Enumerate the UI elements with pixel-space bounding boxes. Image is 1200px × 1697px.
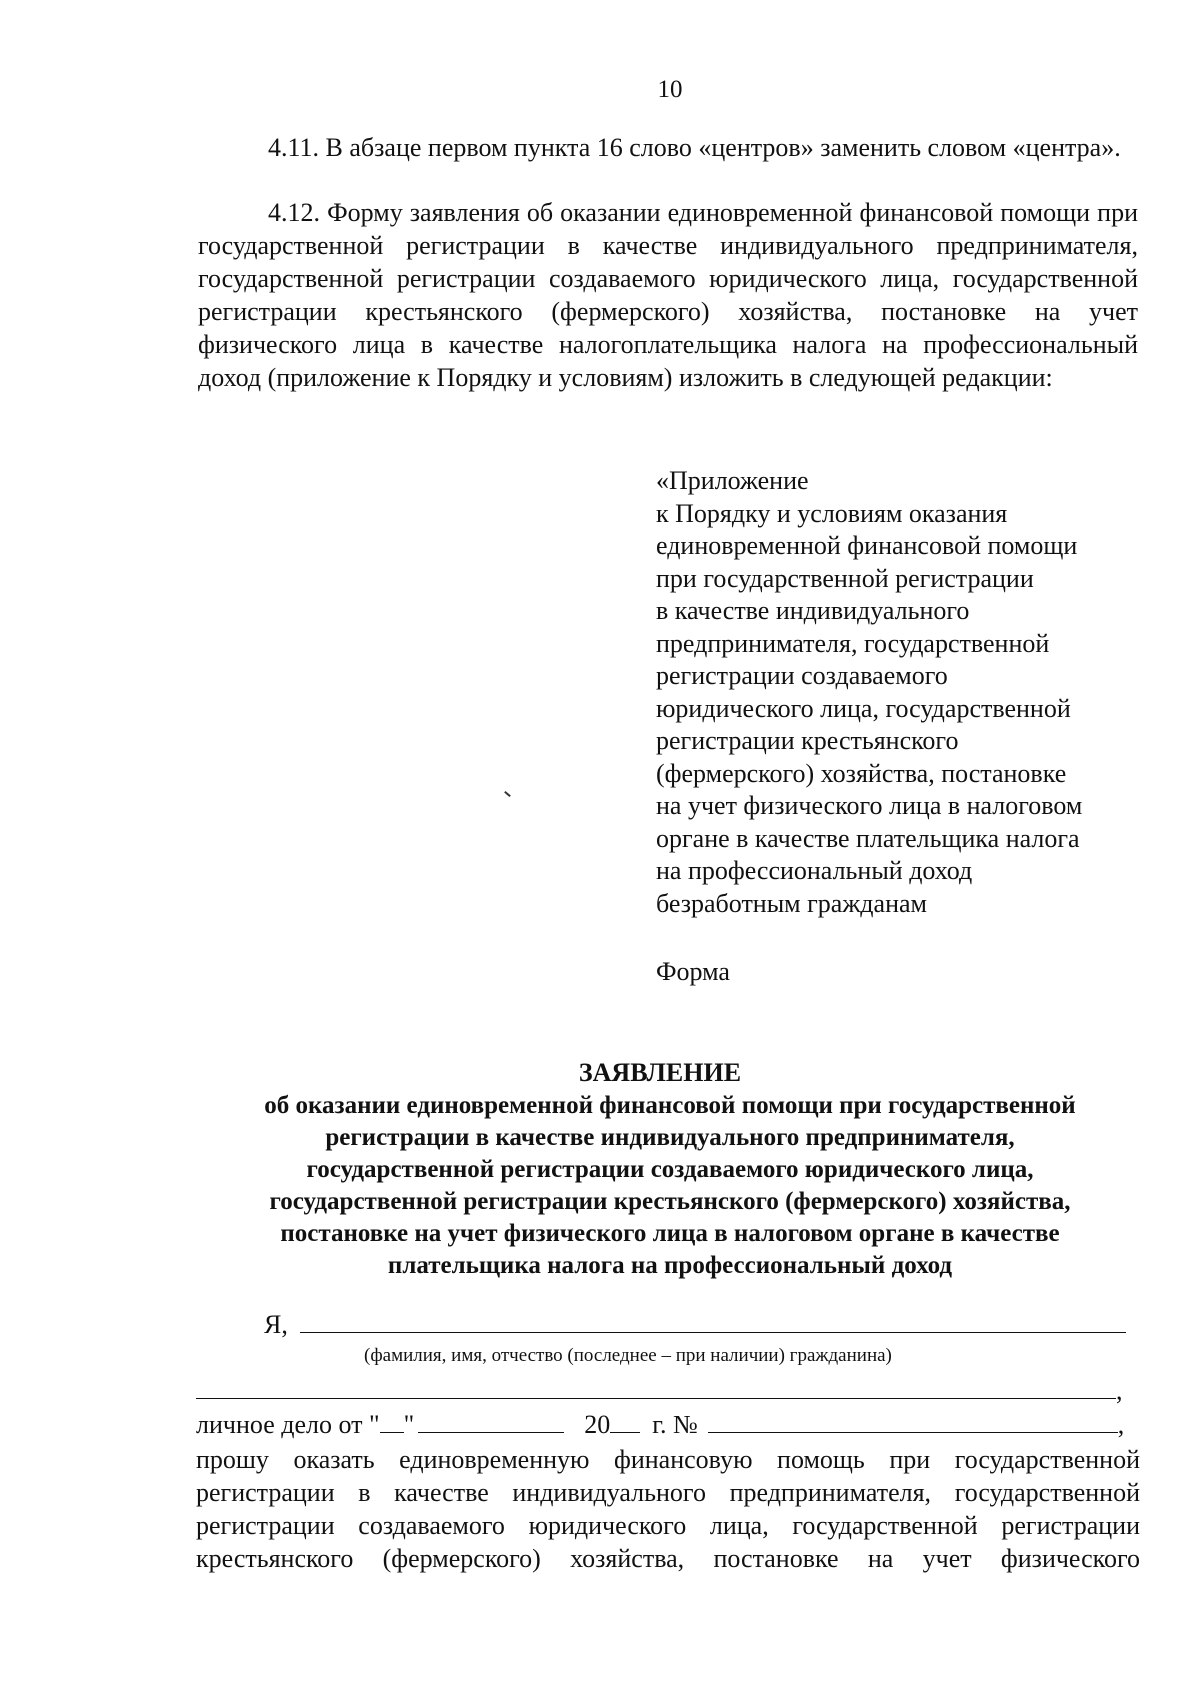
appendix-line: регистрации крестьянского <box>656 726 959 755</box>
appendix-line: при государственной регистрации <box>656 563 1034 593</box>
fio-field[interactable] <box>300 1310 1126 1333</box>
scan-mark <box>504 791 511 797</box>
month-field[interactable] <box>418 1410 564 1433</box>
statement-title: ЗАЯВЛЕНИЕ <box>578 1058 742 1087</box>
appendix-line: на учет физического лица в налоговом <box>656 791 1083 820</box>
personal-file-number-field[interactable] <box>708 1410 1118 1433</box>
paragraph-4-12 <box>198 196 1138 394</box>
personal-file-label: личное дело от " <box>196 1410 380 1439</box>
subtitle-line: постановке на учет физического лица в налоговом органе в качестве <box>280 1220 1060 1247</box>
appendix-line: юридического лица, государственной <box>656 693 1071 723</box>
subtitle-line: государственной регистрации крестьянского (фермерского) хозяйства, <box>269 1188 1071 1215</box>
paragraph-4-11-text: 4.11. В абзаце первом пункта 16 слово «центров» заменить словом «центра». <box>268 133 1121 162</box>
appendix-line: к Порядку и условиям оказания <box>656 498 1008 528</box>
statement-body <box>196 1443 1140 1575</box>
year-prefix: 20 <box>584 1410 611 1439</box>
fio-continuation-field[interactable] <box>196 1376 1116 1399</box>
appendix-line: органе в качестве плательщика налога <box>656 823 1080 853</box>
year-suffix: г. № <box>652 1410 698 1439</box>
appendix-line: единовременной финансовой помощи <box>656 531 1078 560</box>
ya-label: Я, <box>264 1310 288 1339</box>
day-field[interactable] <box>380 1410 404 1433</box>
name-row <box>264 1310 1126 1340</box>
appendix-line: регистрации создаваемого <box>656 661 948 690</box>
paragraph-4-12-text: 4.12. Форму заявления об оказании единовременной финансовой помощи при государственной регистрации в качестве индивидуального предпринимателя, государственной регистрации создаваемого юридического лица, государственной регистрации крестьянского (фермерского) хозяйства, постановке на учет физического лица в качестве налогоплательщика налога на профессиональный доход (приложение к Порядку и условиям) изложить в следующей редакции: <box>198 198 1138 392</box>
appendix-block <box>656 465 1136 920</box>
comma: , <box>1116 1376 1123 1405</box>
subtitle-line: регистрации в качестве индивидуального предпринимателя, <box>325 1124 1015 1151</box>
quote-close: " <box>403 1410 415 1439</box>
fio-continuation-row <box>196 1376 1123 1406</box>
comma: , <box>1117 1410 1125 1439</box>
statement-subtitle <box>195 1090 1145 1282</box>
personal-file-row <box>196 1410 1124 1440</box>
body-line: регистрации в качестве индивидуального предпринимателя, государственной <box>196 1478 1140 1507</box>
year-field[interactable] <box>610 1410 640 1433</box>
body-line: крестьянского (фермерского) хозяйства, постановке на учет физического <box>196 1544 1140 1573</box>
appendix-line: (фермерского) хозяйства, постановке <box>656 758 1067 788</box>
subtitle-line: плательщика налога на профессиональный доход <box>387 1252 953 1279</box>
form-label: Форма <box>656 957 730 986</box>
page-number: 10 <box>657 76 683 103</box>
appendix-line: предпринимателя, государственной <box>656 628 1050 658</box>
body-line: прошу оказать единовременную финансовую помощь при государственной <box>196 1445 1140 1474</box>
appendix-line: «Приложение <box>656 466 809 495</box>
body-line: регистрации создаваемого юридического лица, государственной регистрации <box>196 1511 1140 1540</box>
appendix-line: на профессиональный доход <box>656 856 973 885</box>
fio-caption: (фамилия, имя, отчество (последнее – при наличии) гражданина) <box>364 1345 892 1366</box>
subtitle-line: государственной регистрации создаваемого юридического лица, <box>306 1156 1034 1183</box>
appendix-line: безработным гражданам <box>656 888 927 918</box>
subtitle-line: об оказании единовременной финансовой помощи при государственной <box>264 1092 1076 1119</box>
paragraph-4-11 <box>198 131 1138 164</box>
appendix-line: в качестве индивидуального <box>656 596 970 625</box>
